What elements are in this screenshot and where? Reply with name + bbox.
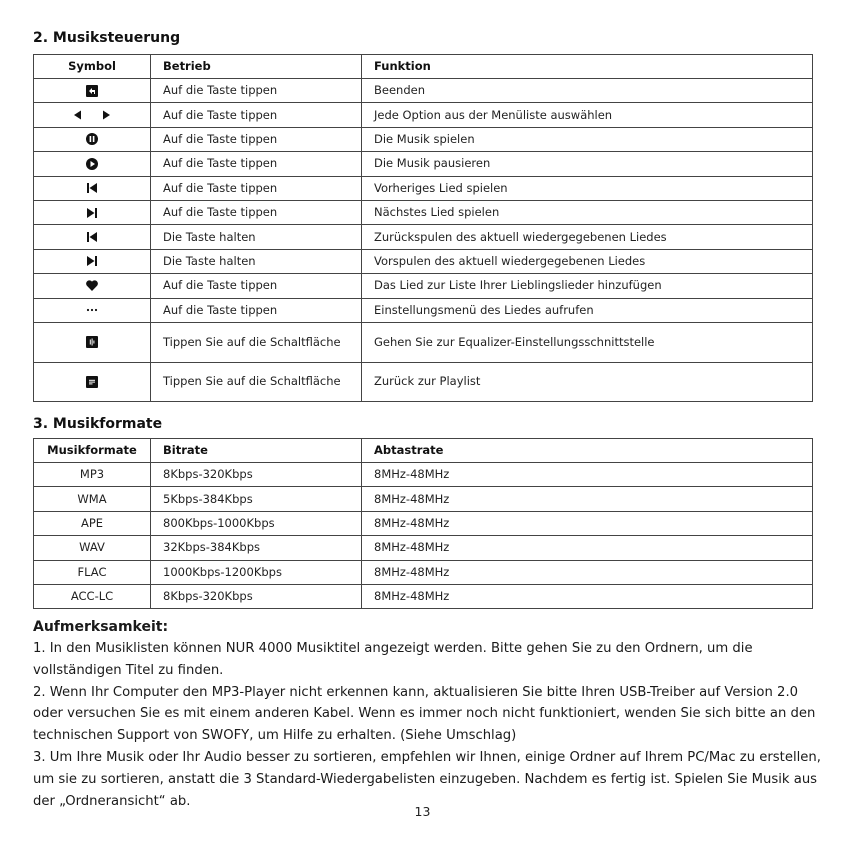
table-row xyxy=(34,274,813,298)
column-header-symbol: Symbol xyxy=(34,55,151,79)
pause-circle-icon xyxy=(86,133,98,145)
funktion-cell: Gehen Sie zur Equalizer-Einstellungsschnittstelle xyxy=(362,322,813,362)
abtastrate-cell: 8MHz-48MHz xyxy=(362,487,813,511)
bitrate-cell: 1000Kbps-1200Kbps xyxy=(151,560,362,584)
betrieb-cell: Auf die Taste tippen xyxy=(151,103,362,127)
table-row xyxy=(34,536,813,560)
bitrate-cell: 5Kbps-384Kbps xyxy=(151,487,362,511)
skip-next-icon xyxy=(87,256,97,266)
column-header-funktion: Funktion xyxy=(362,55,813,79)
abtastrate-cell: 8MHz-48MHz xyxy=(362,536,813,560)
betrieb-cell: Auf die Taste tippen xyxy=(151,200,362,224)
funktion-cell: Nächstes Lied spielen xyxy=(362,200,813,224)
funktion-cell: Vorspulen des aktuell wiedergegebenen Liedes xyxy=(362,249,813,273)
table-row xyxy=(34,298,813,322)
table-row xyxy=(34,584,813,608)
abtastrate-cell: 8MHz-48MHz xyxy=(362,511,813,535)
more-dots-icon xyxy=(86,308,98,312)
betrieb-cell: Tippen Sie auf die Schaltfläche xyxy=(151,362,362,402)
column-header-betrieb: Betrieb xyxy=(151,55,362,79)
bitrate-cell: 8Kbps-320Kbps xyxy=(151,463,362,487)
table-row xyxy=(34,362,813,402)
music-control-table xyxy=(33,54,813,402)
note-item: 2. Wenn Ihr Computer den MP3-Player nicht erkennen kann, aktualisieren Sie bitte Ihren USB-Treiber auf Version 2.0 oder versuchen Sie es mit einem anderen Kabel. Wenn es immer noch nicht funktioniert, wenden Sie sich bitte an den technischen Support von SWOFY, um Hilfe zu erhalten. (Siehe Umschlag) xyxy=(33,684,816,744)
abtastrate-cell: 8MHz-48MHz xyxy=(362,463,813,487)
bitrate-cell: 8Kbps-320Kbps xyxy=(151,584,362,608)
table-header-row xyxy=(34,55,813,79)
abtastrate-cell: 8MHz-48MHz xyxy=(362,560,813,584)
column-header-bitrate: Bitrate xyxy=(151,439,362,463)
format-cell: FLAC xyxy=(34,560,151,584)
notes-heading: Aufmerksamkeit: xyxy=(33,619,169,635)
betrieb-cell: Auf die Taste tippen xyxy=(151,274,362,298)
funktion-cell: Zurück zur Playlist xyxy=(362,362,813,402)
table-row xyxy=(34,200,813,224)
equalizer-square-icon xyxy=(86,336,98,348)
page-number: 13 xyxy=(414,804,431,819)
format-cell: ACC-LC xyxy=(34,584,151,608)
bitrate-cell: 32Kbps-384Kbps xyxy=(151,536,362,560)
section-heading-music-control: 2. Musiksteuerung xyxy=(33,30,181,46)
table-header-row xyxy=(34,439,813,463)
left-right-arrows-icon xyxy=(74,110,110,120)
note-item: 1. In den Musiklisten können NUR 4000 Musiktitel angezeigt werden. Bitte gehen Sie zu den Ordnern, um die vollständigen Titel zu finden. xyxy=(33,641,753,678)
skip-previous-icon xyxy=(87,183,97,193)
section-heading-music-formats: 3. Musikformate xyxy=(33,416,163,432)
table-row xyxy=(34,127,813,151)
playlist-square-icon xyxy=(86,376,98,388)
betrieb-cell: Auf die Taste tippen xyxy=(151,127,362,151)
format-cell: MP3 xyxy=(34,463,151,487)
betrieb-cell: Auf die Taste tippen xyxy=(151,176,362,200)
table-row xyxy=(34,152,813,176)
column-header-abtastrate: Abtastrate xyxy=(362,439,813,463)
table-row xyxy=(34,103,813,127)
funktion-cell: Zurückspulen des aktuell wiedergegebenen Liedes xyxy=(362,225,813,249)
table-row xyxy=(34,560,813,584)
heart-icon xyxy=(86,280,98,291)
funktion-cell: Das Lied zur Liste Ihrer Lieblingslieder hinzufügen xyxy=(362,274,813,298)
funktion-cell: Die Musik pausieren xyxy=(362,152,813,176)
format-cell: WMA xyxy=(34,487,151,511)
table-row xyxy=(34,249,813,273)
table-row xyxy=(34,487,813,511)
betrieb-cell: Auf die Taste tippen xyxy=(151,298,362,322)
betrieb-cell: Die Taste halten xyxy=(151,249,362,273)
format-cell: APE xyxy=(34,511,151,535)
funktion-cell: Jede Option aus der Menüliste auswählen xyxy=(362,103,813,127)
skip-next-icon xyxy=(87,208,97,218)
table-row xyxy=(34,511,813,535)
table-row xyxy=(34,322,813,362)
bitrate-cell: 800Kbps-1000Kbps xyxy=(151,511,362,535)
attention-notes xyxy=(33,616,823,812)
abtastrate-cell: 8MHz-48MHz xyxy=(362,584,813,608)
funktion-cell: Einstellungsmenü des Liedes aufrufen xyxy=(362,298,813,322)
table-row xyxy=(34,176,813,200)
betrieb-cell: Die Taste halten xyxy=(151,225,362,249)
play-circle-icon xyxy=(86,158,98,170)
table-row xyxy=(34,463,813,487)
format-cell: WAV xyxy=(34,536,151,560)
betrieb-cell: Auf die Taste tippen xyxy=(151,79,362,103)
table-row xyxy=(34,79,813,103)
table-row xyxy=(34,225,813,249)
music-formats-table xyxy=(33,438,813,609)
note-item: 3. Um Ihre Musik oder Ihr Audio besser zu sortieren, empfehlen wir Ihnen, einige Ordner auf Ihrem PC/Mac zu erstellen, um sie zu sortieren, anstatt die 3 Standard-Wiedergabelisten einzugeben. Nachdem es fertig ist. Spielen Sie Musik aus der „Ordneransicht“ ab. xyxy=(33,749,821,809)
funktion-cell: Beenden xyxy=(362,79,813,103)
back-square-icon xyxy=(86,85,98,97)
betrieb-cell: Auf die Taste tippen xyxy=(151,152,362,176)
column-header-musikformate: Musikformate xyxy=(34,439,151,463)
skip-previous-icon xyxy=(87,232,97,242)
funktion-cell: Vorheriges Lied spielen xyxy=(362,176,813,200)
funktion-cell: Die Musik spielen xyxy=(362,127,813,151)
betrieb-cell: Tippen Sie auf die Schaltfläche xyxy=(151,322,362,362)
